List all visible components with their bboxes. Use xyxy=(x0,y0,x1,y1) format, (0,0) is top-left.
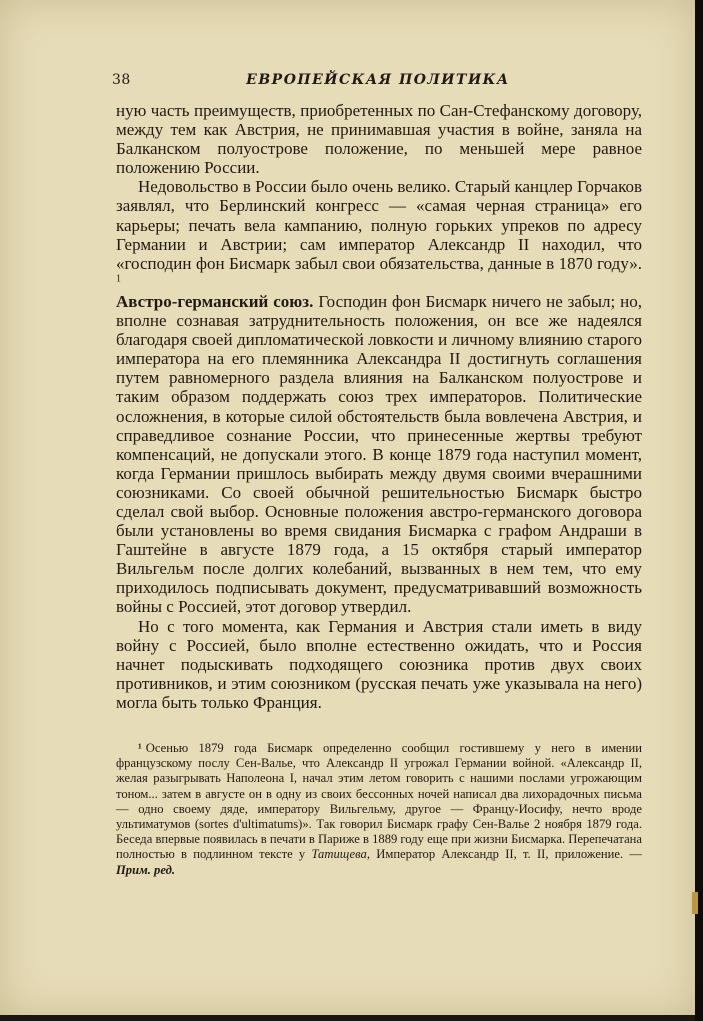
running-title: ЕВРОПЕЙСКАЯ ПОЛИТИКА xyxy=(246,72,510,88)
editor-note: Прим. ред. xyxy=(116,862,175,877)
paragraph-2-text: Недовольство в России было очень велико. Старый канцлер Горчаков заявлял, что Берлинский конгресс — «самая черная страница» его карьеры; печать вела кампанию, полную горьких упреков по адресу Германии и Австрии; сам император Александр II находил, что «господин фон Бисмарк забыл свои обязательства, данные в 1870 году». xyxy=(116,177,642,273)
footnote-reference[interactable]: 1 xyxy=(116,273,121,285)
paragraph-4-text: Но с того момента, как Германия и Австрия стали иметь в виду войну с Россией, было вполне естественно ожидать, что и Россия начнет подыскивать подходящего союзника против двух своих противников, и этим союзником (русская печать уже указывала на него) могла быть только Франция. xyxy=(116,616,642,712)
paragraph-3-text: Господин фон Бисмарк ничего не забыл; но, вполне сознавая затруднительность положения, он все же надеялся благодаря своей дипломатической ловкости и личному влиянию старого императора на его племянника Александра II достигнуть соглашения путем равномерного раздела влияния на Балканском полуострове и таким образом поддержать союз трех императоров. Политические осложнения, в которые силой обстоятельств была вовлечена Австрия, и справедливое сознание России, что принесенные жертвы требуют компенсаций, не допускали этого. В конце 1879 года наступил момент, когда Германии пришлось выбирать между двумя своими вчерашними союзниками. Со своей обычной решительностью Бисмарк быстро сделал свой выбор. Основные положения австро-германского договора были установлены во время свидания Бисмарка с графом Андраши в Гаштейне в августе 1879 года, а 15 октября старый император Вильгельм после долгих колебаний, вызванных в нем тем, что ему приходилось подписывать документ, предусматривавший возможность войны с Россией, этот договор утвердил. xyxy=(116,291,643,617)
footnote-marker: ¹ xyxy=(138,741,142,755)
footnote-source: Император Александр II, т. II, приложение. — xyxy=(376,847,642,862)
paragraph-3 xyxy=(116,292,642,617)
book-spine-edge xyxy=(695,0,703,1021)
paragraph-2 xyxy=(116,177,642,292)
paragraph-1 xyxy=(116,101,642,177)
page-number: 38 xyxy=(112,72,131,88)
footnote-text: Осенью 1879 года Бисмарк определенно сообщил гостившему у него в имении французскому послу Сен-Валье, что Александр II угрожал Германии войной. «Александр II, желая разыгрывать Наполеона I, начал этим летом говорить с нашими послами угрожающим тоном... затем в августе он в одну из своих бессонных ночей написал два лихорадочных письма — одно своему дяде, императору Вильгельму, другое — Францу-Иосифу, нечто вроде ультиматумов (sortes d'ultimatums)». Так говорил Бисмарк графу Сен-Валье 2 ноября 1879 года. Беседа впервые появилась в печати в Париже в 1889 году еще при жизни Бисмарка. Перепечатана полностью в подлинном тексте у xyxy=(116,741,642,862)
footnote-paragraph xyxy=(116,741,642,878)
bookmark-ribbon xyxy=(692,892,698,914)
page-header xyxy=(112,72,644,92)
footnote xyxy=(116,741,642,878)
main-text xyxy=(116,101,642,712)
paragraph-1-text: ную часть преимуществ, приобретенных по Сан-Стефанскому договору, между тем как Австрия, не принимавшая участия в войне, заняла на Балканском полуострове положение, по меньшей мере равное положению России. xyxy=(116,101,642,178)
footnote-author: Татищева, xyxy=(311,847,370,862)
paragraph-4 xyxy=(116,617,642,712)
section-sidehead: Австро-германский союз. xyxy=(116,291,314,311)
